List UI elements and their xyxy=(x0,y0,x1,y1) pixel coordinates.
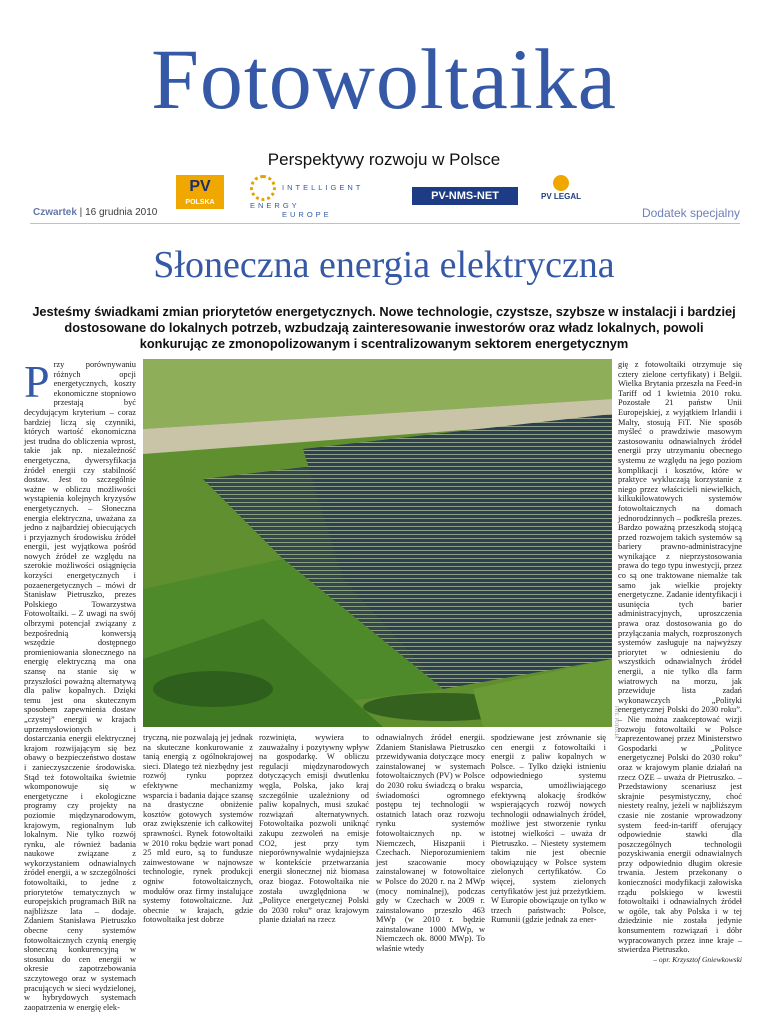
masthead-subtitle: Perspektywy rozwoju w Polsce xyxy=(267,150,501,169)
section-label: Dodatek specjalny xyxy=(641,206,740,220)
article-column-5: spodziewane jest zrównanie się cen energii z fotowoltaiki i energii z paliw kopalnych w Polsce. – Tylko dzięki istnieniu odpowiedniego systemu wsparcia, umożliwiającego efektywną alokację środków wspierających rozwój nowych technologii odnawialnych źródeł, możliwe jest stworzenie rynku istotnej wielkości – uważa dr Pietruszko. – Niestety systemem takim nie jest obecnie obowiązujący w Polsce system zielonych certyfikatów. Co więcej, system zielonych certyfikatów jest już przeżytkiem. W Europie obowiązuje on tylko w trzech państwach: Polsce, Rumunii (gdzie jednak za ener- xyxy=(491,733,606,925)
article-column-2: tryczną, nie pozwalają jej jednak na skuteczne konkurowanie z tanią energią z ogólnokrajowej sieci. Dlatego też niezbędny jest rozwój rynku poprzez efektywne mechanizmy wsparcia i badania dające szansę na drastyczne obniżenie kosztów gotowych systemów oraz zwiększenie ich całkowitej sprawności. Rynek fotowoltaiki w 2010 roku będzie wart ponad 25 mld euro, są to fundusze zainwestowane w najnowsze technologie, rynek produkcji ogniw fotowoltaicznych, modułów oraz firmy instalujące systemy fotowoltaiczne. Już obecnie w krajach, gdzie fotowoltaika jest dobrze xyxy=(143,733,253,925)
sun-icon xyxy=(553,175,569,191)
stars-circle-icon xyxy=(250,175,276,201)
masthead-title: Fotowoltaika xyxy=(151,31,617,127)
intelligent-energy-europe-logo: INTELLIGENT ENERGY EUROPE xyxy=(250,175,410,209)
pv-polska-logo: PV POLSKA xyxy=(176,175,224,209)
pv-nms-net-logo: PV-NMS-NET xyxy=(412,187,518,205)
drop-cap: P xyxy=(24,356,50,407)
dateline: Czwartek | 16 grudnia 2010 xyxy=(33,207,158,218)
article-headline: Słoneczna energia elektryczna xyxy=(153,244,615,286)
article-column-6: gię z fotowoltaiki otrzymuje się cztery zielone certyfikaty) i Belgii. Wielka Brytania przeszła na Feed-in Tariff od 1 kwietnia 2010 roku. Pozostałe 21 państw Unii Europejskiej, z wyjątkiem Irlandii i Malty, stosują FiT. Nie sposób myśleć o prawdziwie masowym zastosowaniu odnawialnych źródeł energii przy utrzymaniu obecnego systemu ze względu na jego poziom komplikacji i kosztów, które w praktyce wykluczają korzystanie z niego przez właścicieli niewielkich, kilkukilowatowych systemów fotowoltaicznych na domach jednorodzinnych – podkreśla prezes. Bardzo poważną przeszkodą stojącą przed rozwojem takich systemów są bariery prawno-administracyjne wynikające z nieprzystosowania prawa do tego typu inwestycji, przez co są one traktowane niemalże tak samo jak wielkie projekty energetyczne. Zadanie identyfikacji i usunięcia tych barier administracyjnych, uproszczenia prawa oraz dostosowania go do przyłączania małych, rozproszonych systemów zasługuje na najwyższy priorytet w odniesieniu do wszystkich odnawialnych źródeł energii, a nie tylko dla farm wiatrowych na morzu, jak przewiduje lista zadań wykonawczych „Polityki energetycznej Polski do 2030 roku”. – Nie można zaakceptować wizji rozwoju fotowoltaiki w Polsce zaprezentowanej przez Ministerstwo Gospodarki w „Polityce energetycznej Polski do 2030 roku” oraz w krajowym planie działań na rzecz OZE – uważa dr Pietruszko. – Przedstawiony scenariusz jest skrajnie pesymistyczny, choć niestety realny, jeżeli w najbliższym czasie nie zostanie wprowadzony system feed-in-tariff oferujący odpowiednie stawki dla poszczególnych technologii pozyskiwania energii odnawialnych przy odpowiednio długim okresie trwania. Jestem przekonany o konieczności modyfikacji załowiska rządu polskiego w kwestii fotowoltaiki i odnawialnych źródeł w ogóle, tak aby Polska i w tej dziedzinie nie została jedynie konsumentem rozwiązań i dóbr wypracowanych przez inne kraje – stwierdza Pietruszko. – opr. Krzysztof Gniewkowski xyxy=(618,360,743,964)
article-column-4: odnawialnych źródeł energii. Zdaniem Stanisława Pietruszko przewidywania dotyczące mocy zainstalowanej w systemach fotowoltaicznych (PV) w Polsce do 2030 roku świadczą o braku świadomości ogromnego postępu tej technologii w ostatnich latach oraz rozwoju rynku systemów fotowoltaicznych np. w Niemczech, Hiszpanii i Czechach. Nieporozumieniem jest szacowanie mocy zainstalowanej w fotowoltaice w Polsce do 2020 r. na 2 MWp (mocy nominalnej), podczas gdy w Czechach w 2009 r. zainstalowano przeszło 463 MWp (w 2010 r. będzie zainstalowane 1000 MWp, w Niemczech ok. 8000 MWp). To właśnie wtedy xyxy=(376,733,485,954)
solar-farm-photo xyxy=(143,359,612,727)
partner-logos xyxy=(140,175,660,219)
divider xyxy=(30,223,740,224)
article-column-3: rozwinięta, wywiera to zauważalny i pozytywny wpływ na gospodarkę. W obliczu regulacji międzynarodowych dotyczących emisji dwutlenku węgla, Polska, jako kraj szczególnie uzależniony od paliw kopalnych, musi szukać rozwiązań alternatywnych. Fotowoltaika pozwoli uniknąć zakupu zezwoleń na emisje CO2, jest przy tym nieporównywalnie wydajniejsza w kontekście przetwarzania energii słonecznej niż biomasa oraz biogaz. Fotowoltaika nie została uwzględniona w „Polityce energetycznej Polski do 2030 roku” oraz krajowym planie działań na rzecz xyxy=(259,733,369,925)
masthead xyxy=(0,0,768,225)
pv-legal-logo: PV LEGAL xyxy=(540,175,582,209)
article-column-1: P rzy porównywaniu różnych opcji energetycznych, koszty ekonomiczne stopniowo przestają być decydującym kryterium – coraz bardziej liczą się czynniki, których wartość ekonomiczna jest trudna do obliczenia wprost, takie jak np. niezależność energetyczna, dywersyfikacja źródeł energii czy stabilność dostaw. Jest to szczególnie ważne w obliczu możliwości wystąpienia kolejnych kryzysów energetycznych. – Słoneczna energia elektryczna, uważana za jedno z najbardziej obiecujących i przyjaznych środowisku źródeł energii, jest wyjątkowa pośród nowych źródeł ze względu na szerokie możliwości osiągnięcia korzyści energetycznych i pozaenergetycznych – mówi dr Stanisław Pietruszko, prezes Polskiego Towarzystwa Fotowoltaiki. – Z uwagi na swój olbrzymi potencjał związany z bezpośrednią konwersją wszędzie dostępnego promieniowania słonecznego na energię elektryczną ma ona szansę na stanie się w przyszłości poważną alternatywą dla paliw kopalnych. Dzięki temu jest ona skutecznym sposobem zapewnienia dostaw „czystej” energii w krajach uprzemysłowionych i dostarczania energii elektrycznej krajom rozwijającym się bez obawy o bezpieczeństwo dostaw i zanieczyszczenie środowiska. Stąd też fotowoltaika świetnie wkomponowuje się w energetyczne i ekologiczne programy czy projekty na poziomie międzynarodowym, krajowym, regionalnym lub lokalnym. Nie tylko rozwój rynku, ale również badania naukowe związane z wykorzystaniem odnawialnych źródeł energii, a w szczególności fotowoltaiki, to jedne z priorytetów tematycznych w europejskich programach BiR na najbliższe lata – dodaje. Zdaniem Stanisława Pietruszko obecne ceny systemów fotowoltaicznych czynią energię słoneczną konkurencyjną w stosunku do cen energii w okresie zapotrzebowania szczytowego oraz w systemach pracujących w sieci wydzielonej, w hybrydowych systemach zaopatrzenia w energię elek- xyxy=(24,356,136,1012)
author-signature: – opr. Krzysztof Gniewkowski xyxy=(653,954,742,964)
photo-credit: FOT. FOTOLIA xyxy=(613,706,618,739)
article-lead: Jesteśmy świadkami zmian priorytetów energetycznych. Nowe technologie, czystsze, szybsze w instalacji i bardziej dostosowane do lokalnych potrzeb, wzbudzają zainteresowanie inwestorów oraz władz lokalnych, powoli konkurując ze zmonopolizowanym i scentralizowanym sektorem energetycznym xyxy=(32,304,736,351)
